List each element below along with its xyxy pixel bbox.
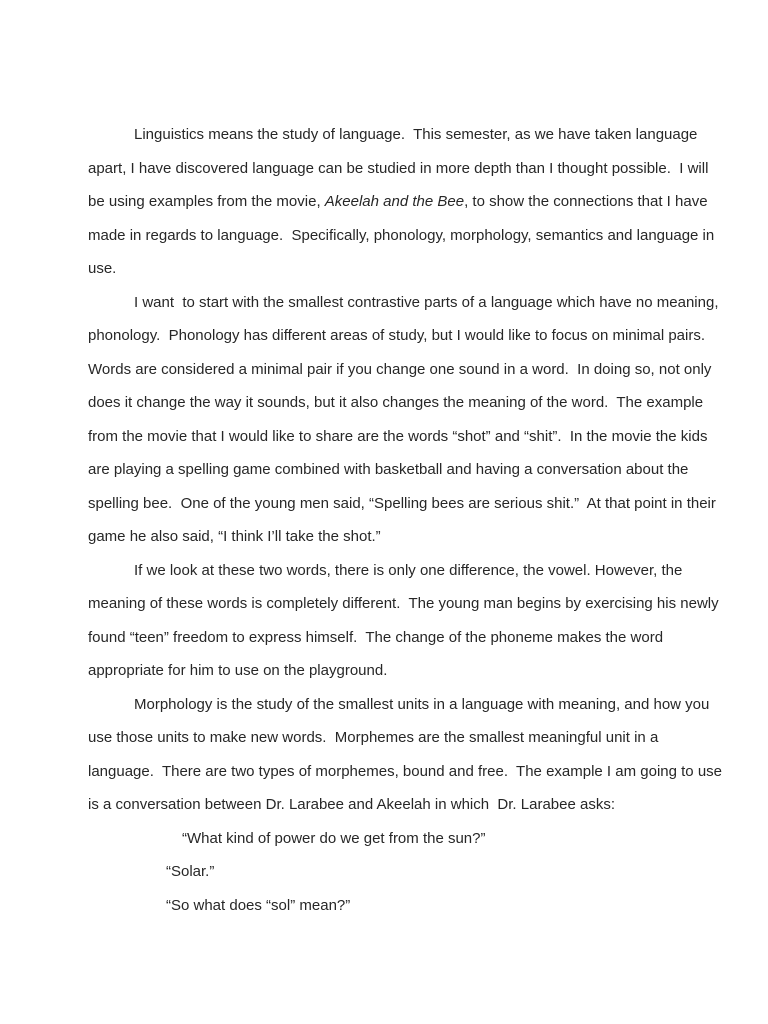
text-run: phonology. Phonology has different areas of study, but I would like to focus on minimal pairs.	[88, 327, 706, 344]
text-run: does it change the way it sounds, but it also changes the meaning of the word. The example	[88, 394, 704, 411]
text-line	[88, 219, 722, 253]
text-run: appropriate for him to use on the playground.	[88, 662, 388, 679]
text-line	[88, 319, 722, 353]
text-line	[88, 420, 722, 454]
text-line	[88, 721, 722, 755]
text-line	[88, 353, 722, 387]
text-run: language. There are two types of morphemes, bound and free. The example I am going to use	[88, 762, 722, 780]
text-run: “What kind of power do we get from the sun?”	[182, 829, 486, 847]
text-line	[88, 118, 722, 152]
text-run: be using examples from the movie,	[88, 193, 325, 210]
text-run: game he also said, “I think I’ll take the shot.”	[88, 528, 381, 545]
text-run: I want to start with the smallest contrastive parts of a language which have no meaning,	[134, 293, 719, 311]
text-run: apart, I have discovered language can be studied in more depth than I thought possible. I will	[88, 159, 709, 177]
text-run: If we look at these two words, there is only one difference, the vowel. However, the	[134, 561, 683, 579]
text-run: use those units to make new words. Morphemes are the smallest meaningful unit in a	[88, 729, 659, 746]
text-run: Words are considered a minimal pair if you change one sound in a word. In doing so, not only	[88, 360, 712, 378]
text-line	[88, 654, 722, 688]
text-run: from the movie that I would like to share are the words “shot” and “shit”. In the movie the kids	[88, 427, 708, 445]
text-line	[88, 185, 722, 219]
text-run: are playing a spelling game combined with basketball and having a conversation about the	[88, 461, 689, 478]
paragraph-morphology	[88, 688, 722, 822]
text-line	[88, 252, 722, 286]
page-text	[88, 118, 722, 922]
text-line	[88, 688, 722, 722]
text-line	[88, 587, 722, 621]
text-line	[88, 152, 722, 186]
text-run: use.	[88, 260, 117, 277]
text-line	[88, 621, 722, 655]
text-run: Linguistics means the study of language. This semester, as we have taken language	[134, 126, 698, 143]
text-line	[88, 788, 722, 822]
text-run: , to show the connections that I have	[464, 193, 708, 210]
text-run: Morphology is the study of the smallest units in a language with meaning, and how you	[134, 695, 710, 713]
text-line	[88, 487, 722, 521]
paragraph-phonology-minimal-pairs	[88, 286, 722, 554]
text-run: spelling bee. One of the young men said, “Spelling bees are serious shit.” At that point in their	[88, 494, 716, 512]
paragraph-dialogue	[88, 822, 722, 923]
text-line	[88, 453, 722, 487]
text-line	[88, 554, 722, 588]
text-run: meaning of these words is completely different. The young man begins by exercising his newly	[88, 595, 719, 612]
paragraph-intro-linguistics	[88, 118, 722, 286]
text-line	[88, 855, 722, 889]
text-line	[88, 520, 722, 554]
text-line	[88, 755, 722, 789]
text-line	[88, 889, 722, 923]
text-run: “Solar.”	[166, 863, 215, 880]
text-run: is a conversation between Dr. Larabee and Akeelah in which Dr. Larabee asks:	[88, 796, 615, 813]
paragraph-vowel-difference	[88, 554, 722, 688]
text-line	[88, 286, 722, 320]
text-run: made in regards to language. Specifically, phonology, morphology, semantics and language in	[88, 226, 715, 244]
movie-title-italic: Akeelah and the Bee	[324, 193, 465, 210]
text-line	[88, 822, 722, 856]
text-line	[88, 386, 722, 420]
text-run: found “teen” freedom to express himself. The change of the phoneme makes the word	[88, 628, 664, 646]
text-run: “So what does “sol” mean?”	[166, 896, 351, 914]
